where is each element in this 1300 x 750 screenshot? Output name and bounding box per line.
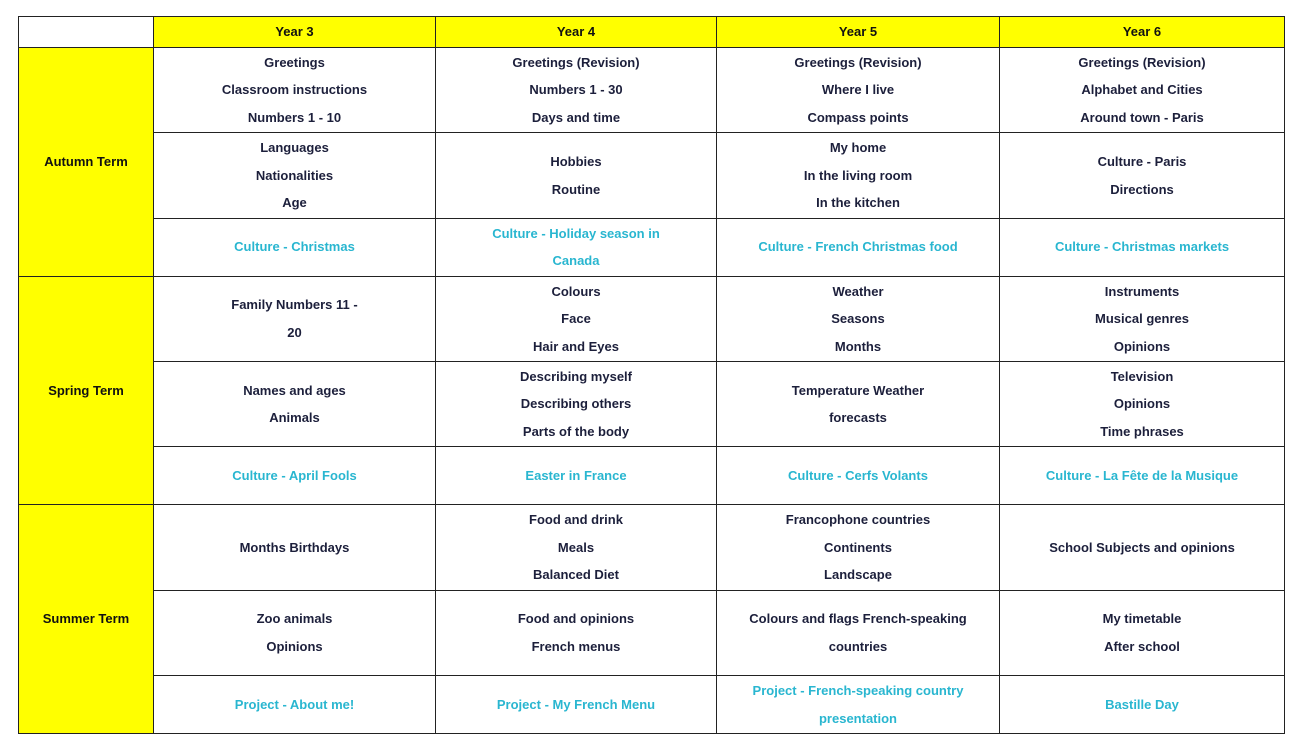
- header-row: [19, 17, 1285, 48]
- cell-line: Meals: [557, 539, 595, 555]
- cell-line: Classroom instructions: [221, 82, 368, 98]
- year-header: Year 5: [717, 17, 1000, 48]
- cell-line: Colours: [551, 283, 601, 299]
- cell-line: forecasts: [829, 410, 887, 426]
- cell-line: After school: [1104, 638, 1180, 654]
- cell-line: Greetings: [264, 54, 325, 70]
- cell-line: Describing myself: [520, 368, 632, 384]
- table-row: [19, 276, 1285, 361]
- topic-cell: [717, 133, 1000, 218]
- cell-line: Parts of the body: [522, 423, 630, 439]
- cell-line: countries: [828, 638, 888, 654]
- table-row: [19, 447, 1285, 505]
- cell-line: Zoo animals: [256, 611, 333, 627]
- cell-line: Where I live: [821, 82, 895, 98]
- culture-cell: [436, 218, 717, 276]
- cell-line: School Subjects and opinions: [1049, 539, 1235, 555]
- cell-line: Culture - Paris: [1097, 154, 1187, 170]
- corner-cell: [19, 17, 154, 48]
- table-row: [19, 676, 1285, 734]
- cell-line: Age: [282, 195, 307, 211]
- table-row: [19, 133, 1285, 218]
- cell-line: Culture - French Christmas food: [758, 239, 958, 255]
- topic-cell: [154, 48, 436, 133]
- topic-cell: [717, 590, 1000, 675]
- cell-line: Languages: [260, 140, 329, 156]
- cell-line: Face: [561, 311, 591, 327]
- term-label: Spring Term: [19, 276, 154, 505]
- cell-line: Greetings (Revision): [512, 54, 640, 70]
- cell-line: Directions: [1110, 181, 1174, 197]
- term-label: Summer Term: [19, 505, 154, 734]
- topic-cell: [717, 505, 1000, 590]
- topic-cell: [717, 276, 1000, 361]
- year-header: Year 3: [154, 17, 436, 48]
- topic-cell: [717, 48, 1000, 133]
- topic-cell: [436, 362, 717, 447]
- cell-line: Culture - April Fools: [232, 468, 357, 484]
- culture-cell: [1000, 447, 1285, 505]
- cell-line: Culture - La Fête de la Musique: [1045, 468, 1239, 484]
- cell-line: Numbers 1 - 30: [529, 82, 623, 98]
- cell-line: Opinions: [1113, 338, 1171, 354]
- cell-line: Culture - Cerfs Volants: [788, 468, 928, 484]
- cell-line: Time phrases: [1100, 423, 1184, 439]
- table-row: [19, 48, 1285, 133]
- culture-cell: [1000, 676, 1285, 734]
- topic-cell: [1000, 590, 1285, 675]
- table-row: [19, 362, 1285, 447]
- cell-line: French menus: [531, 638, 621, 654]
- topic-cell: [717, 362, 1000, 447]
- cell-line: 20: [287, 324, 302, 340]
- cell-line: Culture - Holiday season in: [492, 225, 660, 241]
- culture-cell: [717, 676, 1000, 734]
- culture-cell: [436, 447, 717, 505]
- table-row: [19, 505, 1285, 590]
- cell-line: Names and ages: [243, 382, 346, 398]
- topic-cell: [436, 48, 717, 133]
- cell-line: Musical genres: [1095, 311, 1189, 327]
- cell-line: Weather: [832, 283, 884, 299]
- cell-line: presentation: [818, 710, 897, 726]
- cell-line: Opinions: [266, 638, 323, 654]
- cell-line: Continents: [824, 539, 892, 555]
- topic-cell: [436, 590, 717, 675]
- cell-line: Greetings (Revision): [1078, 54, 1206, 70]
- cell-line: Months Birthdays: [239, 539, 350, 555]
- year-header: Year 6: [1000, 17, 1285, 48]
- year-header: Year 4: [436, 17, 717, 48]
- cell-line: Describing others: [520, 396, 632, 412]
- cell-line: Opinions: [1113, 396, 1171, 412]
- culture-cell: [154, 218, 436, 276]
- culture-cell: [154, 676, 436, 734]
- topic-cell: [1000, 133, 1285, 218]
- term-label: Autumn Term: [19, 48, 154, 277]
- culture-cell: [436, 676, 717, 734]
- cell-line: Project - My French Menu: [496, 696, 656, 712]
- cell-line: Nationalities: [255, 167, 334, 183]
- cell-line: Instruments: [1104, 283, 1180, 299]
- table-row: [19, 218, 1285, 276]
- topic-cell: [436, 276, 717, 361]
- cell-line: Greetings (Revision): [794, 54, 922, 70]
- cell-line: Easter in France: [525, 468, 627, 484]
- topic-cell: [154, 505, 436, 590]
- cell-line: Hobbies: [550, 154, 602, 170]
- cell-line: Compass points: [807, 109, 909, 125]
- topic-cell: [154, 276, 436, 361]
- cell-line: Routine: [551, 181, 601, 197]
- topic-cell: [1000, 276, 1285, 361]
- cell-line: Food and opinions: [517, 611, 635, 627]
- cell-line: Months: [834, 338, 882, 354]
- cell-line: Culture - Christmas: [234, 239, 355, 255]
- cell-line: In the living room: [803, 167, 913, 183]
- table-row: [19, 590, 1285, 675]
- cell-line: Seasons: [831, 311, 885, 327]
- culture-cell: [717, 218, 1000, 276]
- cell-line: Francophone countries: [785, 512, 931, 528]
- culture-cell: [717, 447, 1000, 505]
- cell-line: Project - French-speaking country: [752, 683, 964, 698]
- topic-cell: [436, 505, 717, 590]
- cell-line: Food and drink: [529, 512, 623, 528]
- cell-line: Television: [1110, 368, 1174, 384]
- cell-line: My timetable: [1102, 611, 1182, 627]
- cell-line: Numbers 1 - 10: [247, 109, 342, 125]
- topic-cell: [436, 133, 717, 218]
- culture-cell: [154, 447, 436, 505]
- topic-cell: [154, 362, 436, 447]
- cell-line: Hair and Eyes: [533, 338, 619, 354]
- topic-cell: [154, 590, 436, 675]
- cell-line: Bastille Day: [1105, 696, 1179, 712]
- table-body: [19, 48, 1285, 734]
- topic-cell: [154, 133, 436, 218]
- cell-line: Animals: [269, 410, 320, 426]
- cell-line: In the kitchen: [816, 195, 900, 211]
- cell-line: My home: [829, 140, 887, 156]
- cell-line: Colours and flags French-speaking: [749, 611, 967, 627]
- cell-line: Balanced Diet: [533, 567, 619, 583]
- curriculum-table: [18, 16, 1285, 734]
- topic-cell: [1000, 362, 1285, 447]
- cell-line: Days and time: [531, 109, 621, 125]
- cell-line: Temperature Weather: [791, 382, 925, 398]
- cell-line: Landscape: [824, 567, 892, 583]
- cell-line: Alphabet and Cities: [1081, 82, 1203, 98]
- cell-line: Around town - Paris: [1080, 109, 1204, 125]
- cell-line: Culture - Christmas markets: [1054, 239, 1230, 255]
- cell-line: Family Numbers 11 -: [231, 297, 358, 313]
- cell-line: Canada: [552, 253, 600, 269]
- topic-cell: [1000, 48, 1285, 133]
- topic-cell: [1000, 505, 1285, 590]
- culture-cell: [1000, 218, 1285, 276]
- cell-line: Project - About me!: [234, 696, 355, 712]
